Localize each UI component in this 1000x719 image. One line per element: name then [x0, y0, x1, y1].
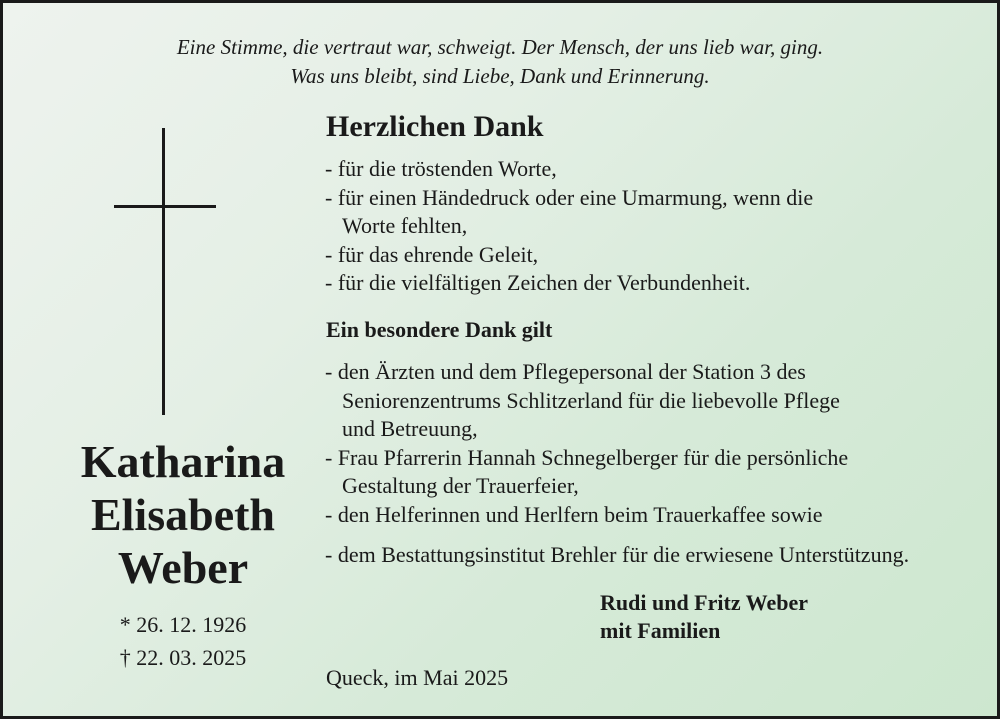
deceased-name	[33, 435, 333, 594]
list-item-line: - den Ärzten und dem Pflegepersonal der Station 3 des	[325, 359, 806, 384]
last-name: Weber	[117, 542, 249, 593]
special-thanks-list	[325, 358, 985, 529]
middle-name: Elisabeth	[90, 489, 276, 540]
thanks-list	[325, 155, 985, 298]
special-thanks-heading: Ein besondere Dank gilt	[326, 317, 553, 342]
list-item-line: - für die tröstenden Worte,	[325, 156, 557, 181]
list-item-line: Gestaltung der Trauerfeier,	[342, 473, 579, 498]
first-name: Katharina	[80, 436, 286, 487]
motto-line: Was uns bleibt, sind Liebe, Dank und Erinnerung.	[290, 64, 710, 88]
motto-line: Eine Stimme, die vertraut war, schweigt. Der Mensch, der uns lieb war, ging.	[176, 35, 824, 59]
cross-horizontal-bar	[114, 205, 216, 208]
list-item	[325, 444, 985, 501]
list-item-line: Seniorenzentrums Schlitzerland für die liebevolle Pflege	[342, 387, 840, 413]
birth-date: * 26. 12. 1926	[119, 612, 247, 637]
list-item-line: Worte fehlten,	[342, 213, 468, 238]
death-date: † 22. 03. 2025	[119, 645, 247, 670]
thanks-heading: Herzlichen Dank	[326, 110, 544, 143]
list-item	[325, 358, 985, 444]
list-item-line: - Frau Pfarrerin Hannah Schnegelberger für die persönliche	[325, 444, 849, 470]
signoff	[600, 589, 808, 645]
list-item	[325, 155, 985, 184]
list-item	[325, 241, 985, 270]
list-item-line: - den Helferinnen und Herlfern beim Trauerkaffee sowie	[325, 501, 823, 527]
signoff-line: Rudi und Fritz Weber	[600, 590, 809, 615]
cross-vertical-bar	[162, 128, 165, 415]
list-item	[325, 501, 985, 530]
list-item-line: - für die vielfältigen Zeichen der Verbundenheit.	[325, 270, 751, 295]
list-item	[325, 184, 985, 241]
signoff-line: mit Familien	[600, 618, 721, 643]
list-item-line: - für das ehrende Geleit,	[325, 241, 539, 267]
motto	[3, 33, 997, 91]
place-date: Queck, im Mai 2025	[326, 665, 509, 690]
special-thanks-last-item: - dem Bestattungsinstitut Brehler für die erwiesene Unterstützung.	[325, 542, 910, 567]
list-item-line: - für einen Händedruck oder eine Umarmung, wenn die	[325, 184, 814, 210]
list-item	[325, 269, 985, 298]
life-dates	[33, 608, 333, 674]
list-item-line: und Betreuung,	[342, 416, 478, 441]
